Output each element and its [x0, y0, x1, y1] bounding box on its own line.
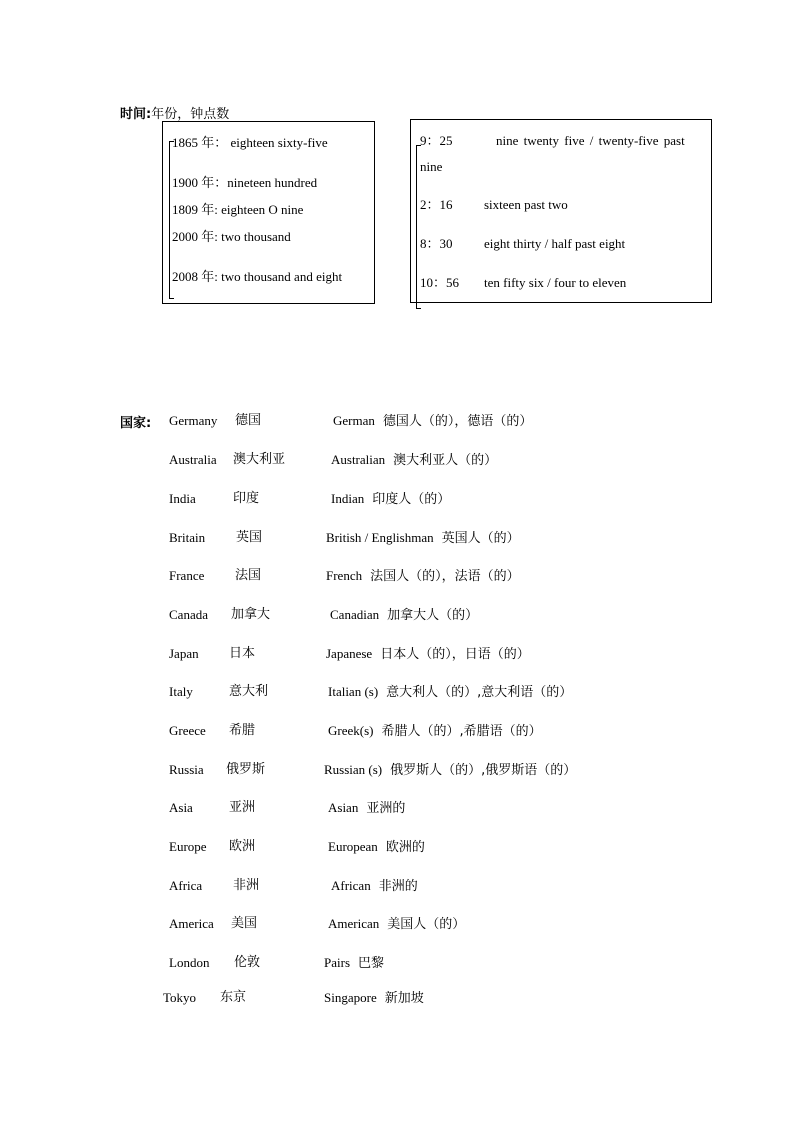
- nationality-zh: 德国人（的），德语（的）: [382, 414, 533, 429]
- clock-time: 2：16: [420, 197, 453, 212]
- country-name-zh: 非洲: [233, 878, 260, 893]
- nationality-en: Indian: [331, 491, 365, 506]
- year-row: 2008 年: two thousand and eight: [172, 269, 343, 284]
- nationality: [331, 877, 418, 895]
- nationality-en: Russian (s): [324, 762, 383, 777]
- country-name-zh: 亚洲: [229, 800, 256, 815]
- nationality-en: Australian: [331, 452, 386, 467]
- country-name-zh: 伦敦: [234, 955, 261, 970]
- country-name-zh: 希腊: [229, 723, 256, 738]
- country-name-en: Europe: [169, 839, 207, 854]
- clock-row: [420, 235, 625, 253]
- country-name-en: Germany: [169, 413, 218, 428]
- nationality-zh: 希腊人（的）,希腊语（的）: [381, 724, 542, 739]
- country-name-en: Australia: [169, 452, 217, 467]
- nationality-zh: 澳大利亚人（的）: [393, 453, 498, 468]
- clock-words: sixteen past two: [484, 197, 568, 212]
- nationality-en: Canadian: [330, 607, 380, 622]
- nationality-en: Asian: [328, 800, 359, 815]
- nationality-zh: 巴黎: [358, 956, 385, 971]
- country-name-en: Canada: [169, 607, 208, 622]
- country-heading-label: 国家:: [120, 416, 152, 431]
- nationality-en: Greek(s): [328, 723, 374, 738]
- country-name-zh: 欧洲: [229, 839, 256, 854]
- clock-row: [420, 132, 685, 150]
- nationality-zh: 英国人（的）: [441, 531, 520, 546]
- country-name-en: India: [169, 491, 196, 506]
- nationality-zh: 日本人（的），日语（的）: [380, 647, 530, 662]
- time-heading-label: 时间:: [120, 107, 152, 122]
- country-name-en: Russia: [169, 762, 204, 777]
- nationality: [328, 722, 542, 740]
- year-row: 1900 年：nineteen hundred: [172, 175, 318, 190]
- country-name-zh: 英国: [236, 530, 263, 545]
- clock-time: 8：30: [420, 236, 453, 251]
- time-heading-text: 年份，钟点数: [151, 107, 230, 122]
- nationality-en: French: [326, 568, 363, 583]
- nationality: [328, 838, 425, 856]
- time-heading: [120, 103, 229, 122]
- nationality: [326, 529, 520, 547]
- nationality-zh: 法国人（的），法语（的）: [370, 569, 520, 584]
- nationality: [331, 490, 450, 508]
- nationality: [328, 799, 405, 817]
- nationality-zh: 加拿大人（的）: [387, 608, 479, 623]
- country-name-en: Greece: [169, 723, 206, 738]
- country-name-zh: 美国: [231, 916, 258, 931]
- clock-words: ten fifty six / four to eleven: [484, 275, 627, 290]
- country-name-zh: 日本: [229, 646, 256, 661]
- country-name-en: Japan: [169, 646, 199, 661]
- nationality: [328, 915, 465, 933]
- nationality-zh: 印度人（的）: [372, 492, 451, 507]
- nationality-en: British / Englishman: [326, 530, 434, 545]
- country-heading: [120, 412, 151, 431]
- nationality: [330, 606, 478, 624]
- country-name-zh: 德国: [235, 413, 262, 428]
- nationality-en: Italian (s): [328, 684, 379, 699]
- country-name-en: Asia: [169, 800, 193, 815]
- nationality-zh: 非洲的: [378, 879, 418, 894]
- country-name-zh: 法国: [235, 568, 262, 583]
- country-name-zh: 意大利: [229, 684, 269, 699]
- clock-time: 9：25: [420, 133, 453, 148]
- nationality-en: European: [328, 839, 378, 854]
- country-name-en: London: [169, 955, 210, 970]
- clock-row: [420, 274, 626, 292]
- country-name-en: Africa: [169, 878, 203, 893]
- nationality-en: Singapore: [324, 990, 377, 1005]
- clock-time: 10：56: [420, 275, 460, 290]
- country-name-en: Tokyo: [163, 990, 197, 1005]
- country-name-en: France: [169, 568, 205, 583]
- year-row: 1809 年: eighteen O nine: [172, 202, 304, 217]
- nationality-zh: 美国人（的）: [387, 917, 466, 932]
- clock-row: [420, 196, 568, 214]
- nationality: [331, 451, 497, 469]
- country-name-en: Britain: [169, 530, 206, 545]
- nationality-en: Pairs: [324, 955, 350, 970]
- nationality-en: American: [328, 916, 380, 931]
- nationality-zh: 意大利人（的）,意大利语（的）: [386, 685, 573, 700]
- nationality: [324, 954, 384, 972]
- nationality-zh: 新加坡: [384, 991, 424, 1006]
- country-name-en: Italy: [169, 684, 193, 699]
- nationality-zh: 亚洲的: [366, 801, 406, 816]
- country-name-zh: 东京: [220, 990, 247, 1005]
- country-name-en: America: [169, 916, 214, 931]
- nationality: [324, 989, 424, 1007]
- nationality: [326, 567, 520, 585]
- year-row: 1865 年： eighteen sixty-five: [172, 135, 328, 150]
- clock-row-cont: nine: [420, 159, 443, 174]
- country-name-zh: 加拿大: [231, 607, 271, 622]
- nationality: [328, 683, 572, 701]
- clock-words: nine twenty five / twenty-five past: [496, 133, 685, 148]
- country-name-zh: 澳大利亚: [233, 452, 286, 467]
- clock-words: eight thirty / half past eight: [484, 236, 626, 251]
- year-row: 2000 年: two thousand: [172, 229, 291, 244]
- nationality-en: African: [331, 878, 371, 893]
- country-name-zh: 俄罗斯: [226, 762, 266, 777]
- nationality-zh: 欧洲的: [385, 840, 425, 855]
- nationality-zh: 俄罗斯人（的）,俄罗斯语（的）: [390, 763, 577, 778]
- nationality-en: Japanese: [326, 646, 373, 661]
- country-name-zh: 印度: [233, 491, 260, 506]
- nationality: [326, 645, 530, 663]
- nationality: [324, 761, 576, 779]
- nationality: [333, 412, 532, 430]
- nationality-en: German: [333, 413, 375, 428]
